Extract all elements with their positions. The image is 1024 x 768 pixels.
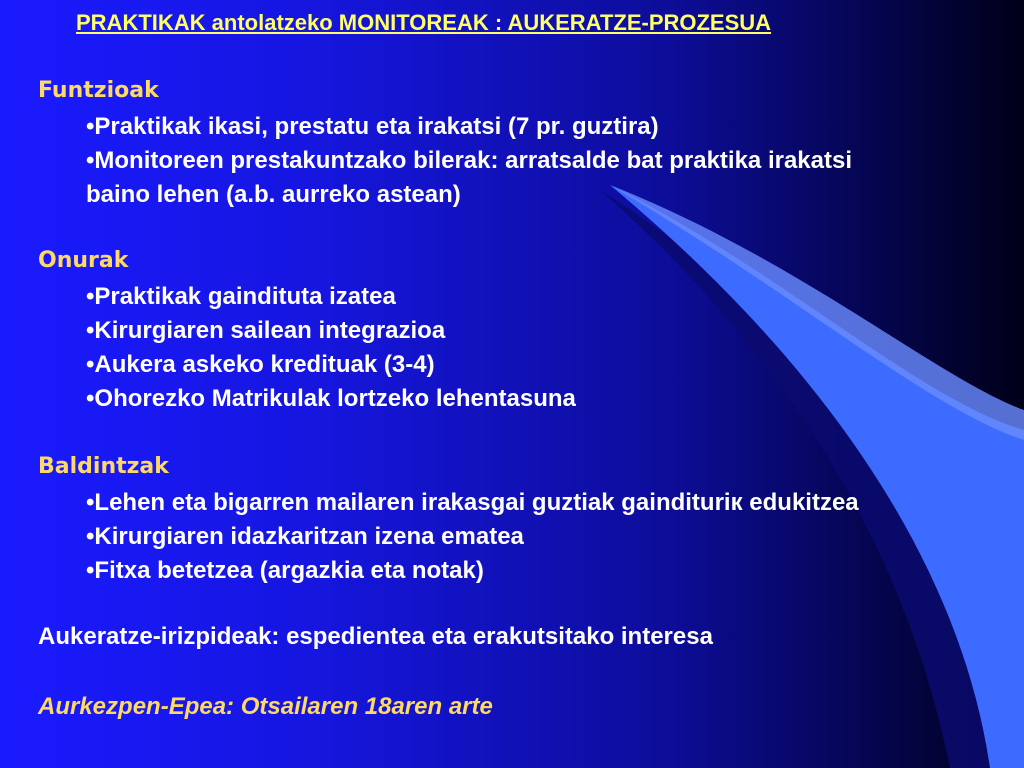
list-item: •Kirurgiaren idazkaritzan izena ematea <box>86 523 524 550</box>
list-item: •Praktikak ikasi, prestatu eta irakatsi (7 pr. guztira) <box>86 113 659 140</box>
list-item: •Lehen eta bigarren mailaren irakasgai guztiak gaindituriк edukitzea <box>86 489 859 516</box>
submission-deadline: Aurkezpen-Epea: Otsailaren 18aren arte <box>38 693 493 720</box>
list-item: •Ohorezko Matrikulak lortzeko lehentasuna <box>86 385 576 412</box>
section-heading-onurak: Onurak <box>38 248 129 273</box>
list-item: •Fitxa betetzea (argazkia eta notak) <box>86 557 484 584</box>
list-item: •Monitoreen prestakuntzako bilerak: arratsalde bat praktika irakatsi <box>86 147 853 174</box>
list-item: •Praktikak gaindituta izatea <box>86 283 396 310</box>
section-heading-funtzioak: Funtzioak <box>38 78 159 103</box>
list-item-continuation: baino lehen (a.b. aurreko astean) <box>86 181 461 208</box>
slide-title: PRAKTIKAK antolatzeko MONITOREAK : AUKERATZE-PROZESUA <box>76 10 772 35</box>
list-item: •Kirurgiaren sailean integrazioa <box>86 317 446 344</box>
section-heading-baldintzak: Baldintzak <box>38 454 169 479</box>
selection-criteria: Aukeratze-irizpideak: espedientea eta erakutsitako interesa <box>38 623 713 650</box>
list-item: •Aukera askeko kredituak (3-4) <box>86 351 435 378</box>
